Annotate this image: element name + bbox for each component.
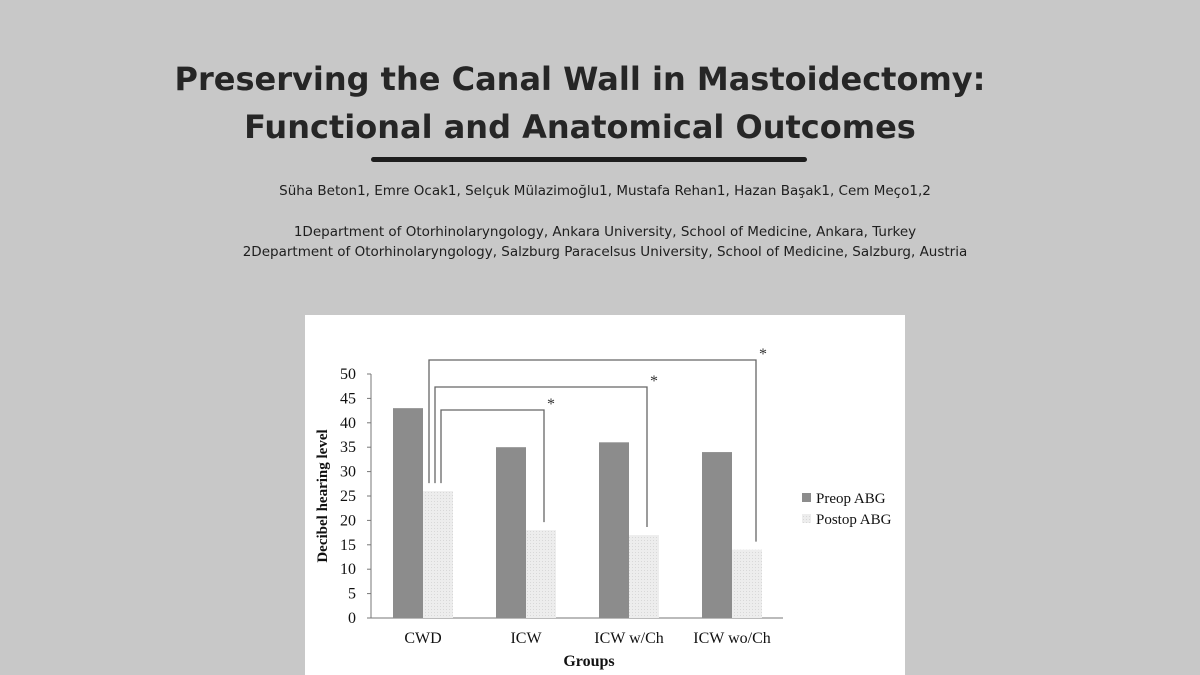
y-tick-label: 15 bbox=[340, 536, 356, 554]
y-tick-label: 50 bbox=[340, 366, 356, 383]
y-tick-label: 0 bbox=[348, 610, 356, 627]
x-tick-label: CWD bbox=[404, 630, 442, 647]
significance-star: * bbox=[547, 396, 555, 413]
bar-preop-2 bbox=[599, 442, 629, 618]
y-tick-label: 20 bbox=[340, 512, 356, 530]
title-line-2: Functional and Anatomical Outcomes bbox=[244, 108, 916, 146]
legend-swatch-preop bbox=[802, 493, 811, 502]
slide-title bbox=[0, 55, 1160, 151]
y-tick-label: 35 bbox=[340, 439, 356, 457]
bar-preop-1 bbox=[496, 447, 526, 618]
affiliations bbox=[0, 222, 1200, 262]
significance-bracket bbox=[441, 410, 544, 522]
authors-line: Süha Beton1, Emre Ocak1, Selçuk Mülazimoğlu1, Mustafa Rehan1, Hazan Başak1, Cem Meço1,2 bbox=[279, 183, 931, 199]
legend-label-preop: Preop ABG bbox=[816, 491, 886, 507]
chart-figure bbox=[305, 315, 905, 675]
significance-star: * bbox=[650, 373, 658, 390]
x-tick-label: ICW wo/Ch bbox=[693, 630, 771, 647]
y-tick-label: 30 bbox=[340, 463, 356, 481]
affiliation-1: 1Department of Otorhinolaryngology, Ankara University, School of Medicine, Ankara, Turkey bbox=[293, 224, 917, 240]
bar-preop-0 bbox=[393, 408, 423, 618]
title-divider bbox=[371, 157, 807, 162]
y-tick-label: 10 bbox=[340, 561, 356, 579]
bar-postop-3 bbox=[732, 550, 762, 618]
x-tick-label: ICW w/Ch bbox=[594, 630, 664, 647]
affiliation-2: 2Department of Otorhinolaryngology, Salzburg Paracelsus University, School of Medicine, Salzburg, Austria bbox=[242, 244, 968, 260]
bar-postop-2 bbox=[629, 535, 659, 618]
y-tick-label: 45 bbox=[340, 390, 356, 408]
y-tick-label: 40 bbox=[340, 414, 356, 432]
bar-postop-0 bbox=[423, 491, 453, 618]
legend-swatch-postop bbox=[802, 514, 811, 523]
x-tick-label: ICW bbox=[510, 630, 542, 647]
y-axis-title: Decibel hearing level bbox=[315, 429, 331, 563]
legend-label-postop: Postop ABG bbox=[816, 512, 892, 528]
significance-star: * bbox=[759, 346, 767, 363]
bar-chart bbox=[305, 315, 905, 675]
title-line-1: Preserving the Canal Wall in Mastoidectomy: bbox=[174, 60, 986, 98]
y-tick-label: 25 bbox=[340, 488, 356, 505]
bar-postop-1 bbox=[526, 530, 556, 618]
x-axis-title: Groups bbox=[563, 653, 615, 670]
bar-preop-3 bbox=[702, 452, 732, 618]
y-tick-label: 5 bbox=[348, 585, 356, 603]
